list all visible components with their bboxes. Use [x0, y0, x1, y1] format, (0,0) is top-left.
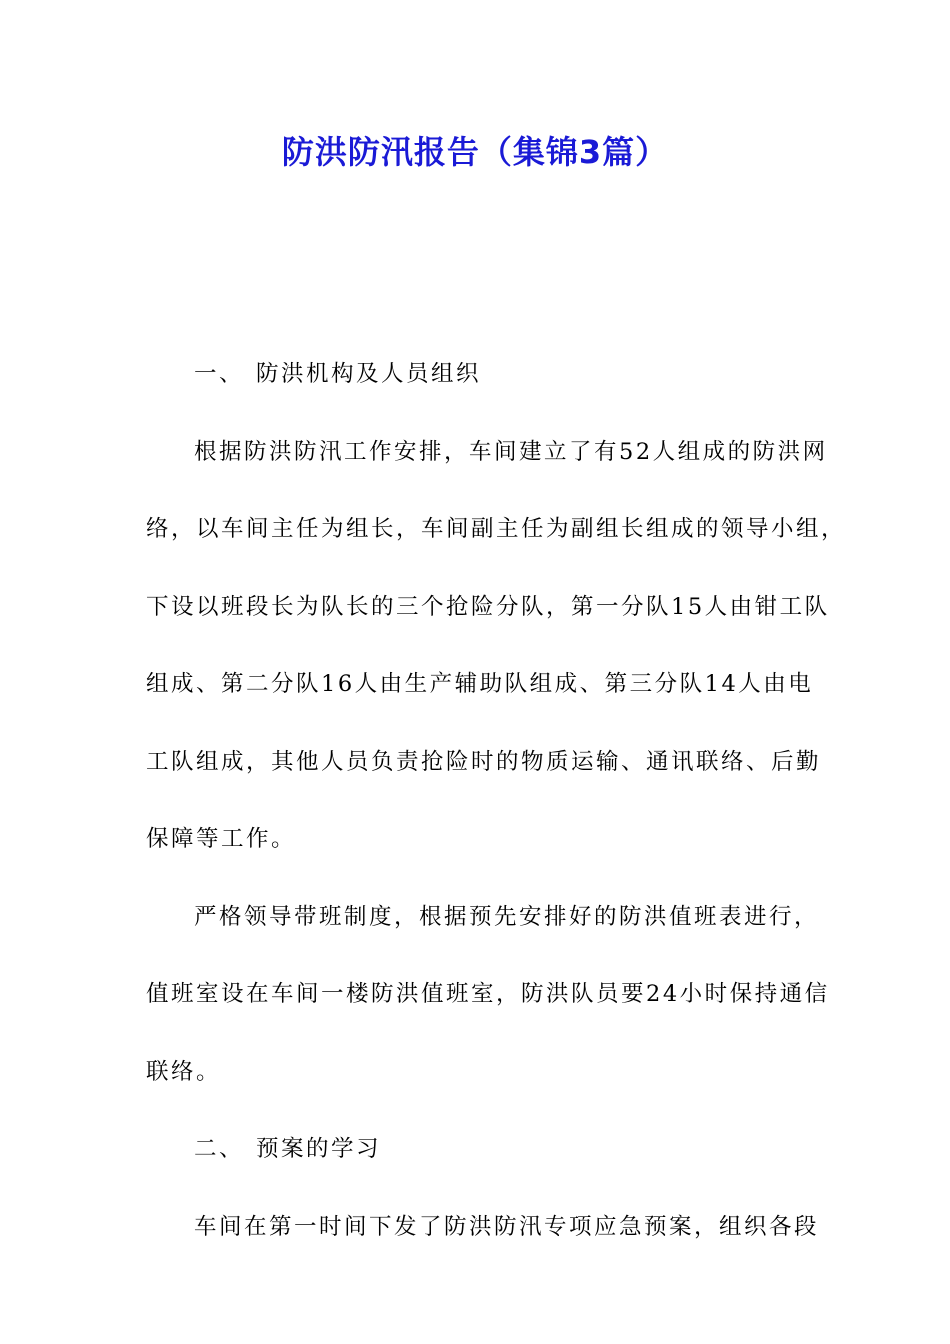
paragraph-line: 下设以班段长为队长的三个抢险分队，第一分队15人由钳工队: [146, 593, 830, 620]
paragraph-1: [146, 414, 847, 879]
section-heading-2: [146, 1111, 806, 1189]
section-heading-text: 防洪机构及人员组织: [256, 361, 482, 387]
paragraph-line: 根据防洪防汛工作安排，车间建立了有52人组成的防洪网: [194, 438, 828, 465]
section-heading-1: [146, 336, 806, 414]
paragraph-line: 严格领导带班制度，根据预先安排好的防洪值班表进行，: [194, 903, 820, 930]
paragraph-line: 车间在第一时间下发了防洪防汛专项应急预案，组织各段: [194, 1213, 820, 1240]
section-number: 一、: [194, 361, 245, 387]
paragraph-line: 组成、第二分队16人由生产辅助队组成、第三分队14人由电: [146, 671, 814, 697]
paragraph-line: 联络。: [146, 1058, 222, 1085]
paragraph-3: [146, 1189, 820, 1267]
document-body: [146, 336, 847, 1266]
document-title: 防洪防汛报告（集锦3篇）: [281, 133, 669, 171]
paragraph-2: [146, 879, 830, 1112]
section-heading-text: 预案的学习: [256, 1136, 382, 1162]
paragraph-line: 络，以车间主任为组长，车间副主任为副组长组成的领导小组，: [146, 516, 847, 542]
section-number: 二、: [194, 1136, 245, 1162]
paragraph-line: 保障等工作。: [146, 826, 297, 852]
paragraph-line: 工队组成，其他人员负责抢险时的物质运输、通讯联络、后勤: [146, 748, 822, 775]
paragraph-line: 值班室设在车间一楼防洪值班室，防洪队员要24小时保持通信: [146, 981, 830, 1007]
